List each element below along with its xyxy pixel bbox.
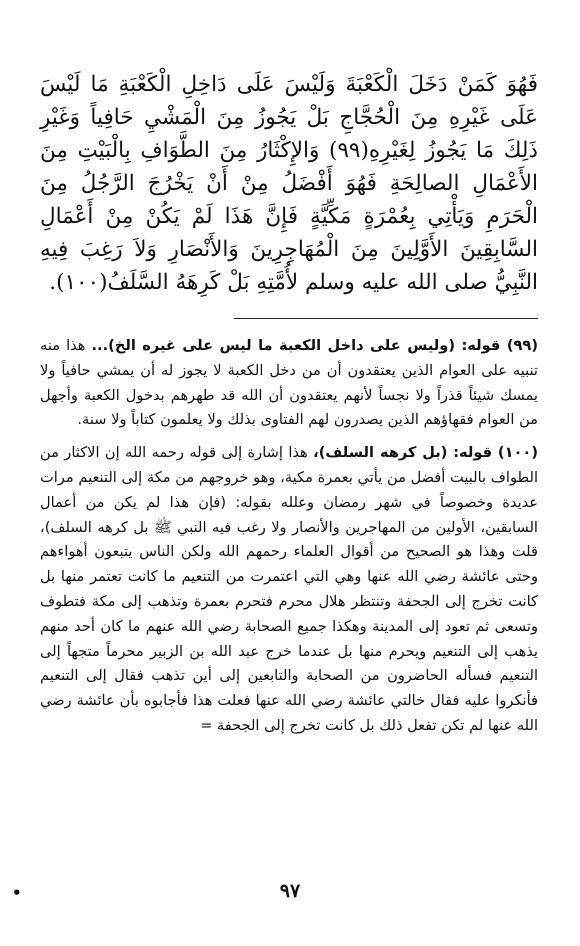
page-number: ٩٧ [279, 880, 301, 902]
margin-mark: • [12, 884, 22, 902]
footnote-99 [40, 334, 538, 433]
footnote-100-body: هذا إشارة إلى قوله رحمه الله إن الاكثار من الطواف بالبيت أفضل من يأتي بعمرة مكية، وهو خروجهم من مكة إلى التنعيم مرات عديدة وخصوصاً في شهر رمضان وعلله بقوله: (فإن هذا لم يكن من أعمال السابقين، الأولين من المهاجرين والأنصار ولا رغب فيه النبي ﷺ بل كرهه السلف)، قلت وهذا هو الصحيح من أقوال العلماء رحمهم الله ولكن الناس يتبعون أهواءهم وحتى عائشة رضي الله عنها وهي التي اعتمرت من التنعيم ما كانت تعتمر منها بل كانت تخرج إلى الجحفة وتنتظر هلال محرم فتحرم بعمرة وتذهب إلى مكة فتطوف وتسعى ثم تعود إلى المدينة وهكذا جميع الصحابة رضي الله عنهم ما كان أحد منهم يذهب إلى التنعيم ويحرم منها بل عندما خرج عبد الله بن الزبير محرماً متجهاً إلى التنعيم فسأله الحاضرون من الصحابة والتابعين إلى أين تذهب فقال إلى التنعيم فأنكروا عليه فقال خالتي عائشة رضي الله عنها فعلت هذا فأجابوه بأن عائشة رضي الله عنها لم تكن تفعل ذلك بل كانت تخرج إلى الجحفة = [40, 444, 538, 734]
footnote-99-body: هذا منه تنبيه على العوام الذين يعتقدون أن من دخل الكعبة لا يجوز له أن يمشي حافياً ولا يمسك شيئاً قذراً ولا نجساً لأنهم يعتقدون أن الله قد طهرهم بدخول الكعبة وأجهل من العوام فقهاؤهم الذين يصدرون لهم الفتاوى بذلك ولا يعلمون كتاباً ولا سنة. [40, 337, 538, 429]
footnote-separator [234, 318, 538, 319]
footnote-99-heading: (٩٩) قوله: (وليس على داخل الكعبة ما ليس على غيره الخ)... [91, 337, 538, 354]
footnote-100 [40, 441, 538, 739]
footnote-100-heading: (١٠٠) قوله: (بل كرهه السلف)، [313, 444, 538, 462]
footnotes [40, 334, 538, 747]
main-text: فَهُوَ كَمَنْ دَخَلَ الْكَعْبَةَ وَلَيْسَ عَلَى دَاخِلِ الْكَعْبَةِ مَا لَيْسَ عَلَى غَيْرِهِ مِنَ الْحُجَّاجِ بَلْ يَجُوزُ مِنَ الْمَشْيِ حَافِياً وَغَيْرِ ذَلِكَ مَا يَجُوزُ لِغَيْرِهِ(٩٩) وَالإِكْثَارُ مِنَ الطَّوَافِ بِالْبَيْتِ مِنَ الأَعْمَالِ الصالِحَةِ فَهُوَ أَفْضَلُ مِنْ أَنْ يَخْرُجَ الرَّجُلُ مِنَ الْحَرَمِ وَيَأْتِي بِعُمْرَةٍ مَكِّيَّةٍ فَإِنَّ هَذَا لَمْ يَكُنْ مِنْ أَعْمَالِ السَّابِقِينَ الأَوَّلِينَ مِنَ الْمُهَاجِرِينَ وَالأَنْصَارِ وَلاَ رَغِبَ فِيهِ النَّبِيُّ صلى الله عليه وسلم لأُمَّتِهِ بَلْ كَرِهَهُ السَّلَفُ(١٠٠). [40, 72, 538, 295]
